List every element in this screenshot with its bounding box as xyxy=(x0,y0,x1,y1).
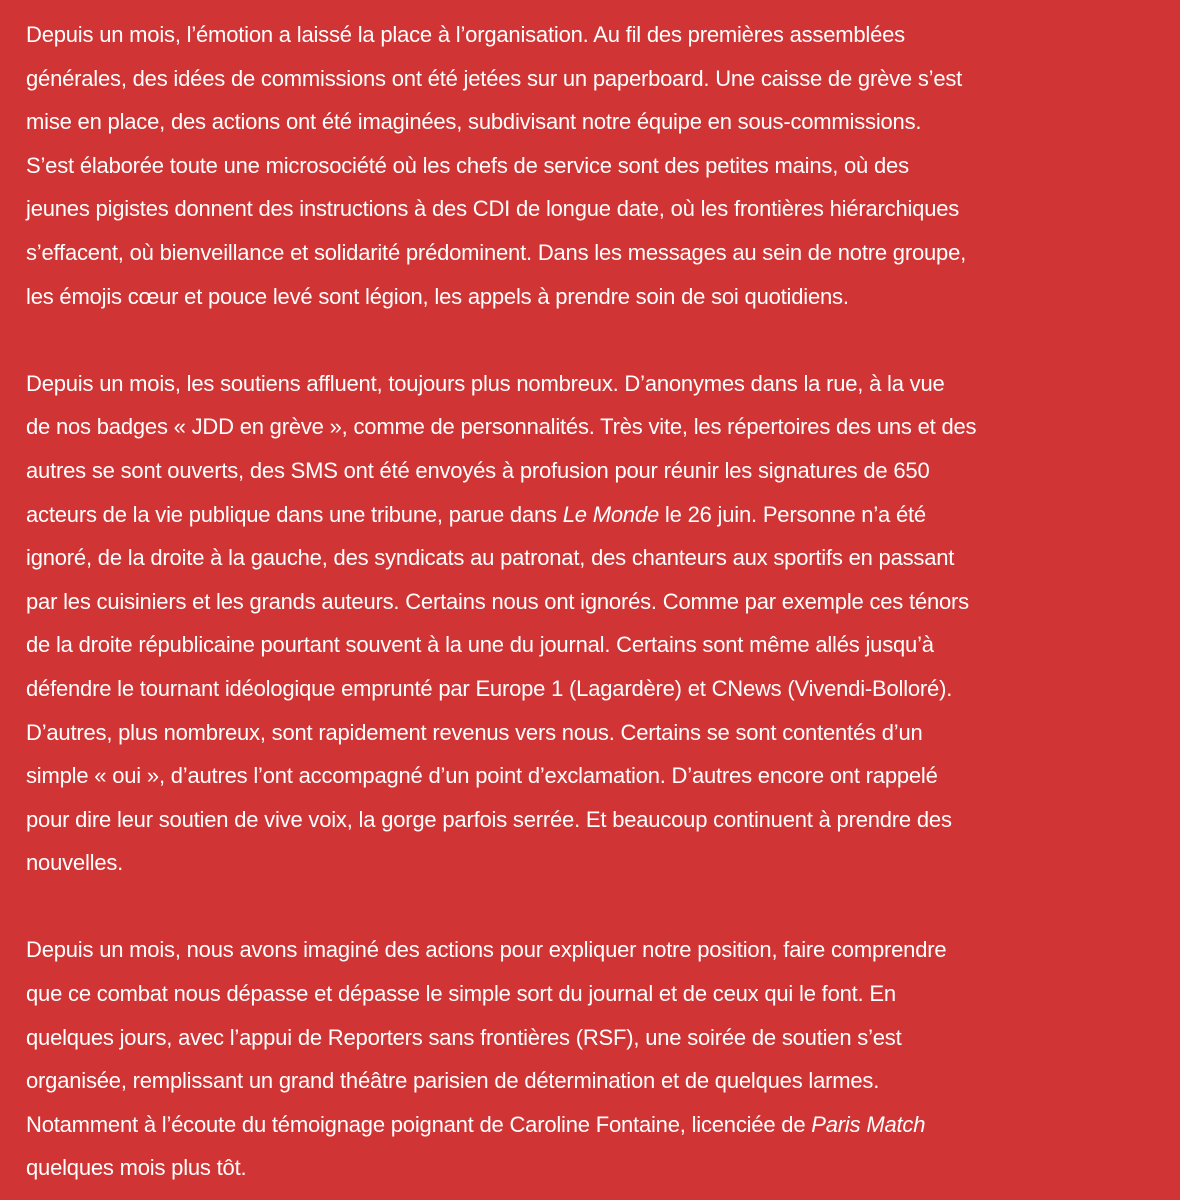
publication-name-paris-match: Paris Match xyxy=(811,1111,926,1137)
text-line: S’est élaborée toute une microsociété où les chefs de service sont des petites mains, où des xyxy=(26,152,909,178)
text-line: générales, des idées de commissions ont été jetées sur un paperboard. Une caisse de grève s’est xyxy=(26,65,963,91)
publication-name-le-monde: Le Monde xyxy=(562,501,660,527)
text-line: que ce combat nous dépasse et dépasse le simple sort du journal et de ceux qui le font. En xyxy=(26,981,896,1007)
text-line: par les cuisiniers et les grands auteurs. Certains nous ont ignorés. Comme par exemple ces ténors xyxy=(26,588,969,614)
text-line: Depuis un mois, l’émotion a laissé la place à l’organisation. Au fil des premières assemblées xyxy=(26,22,905,47)
text-line: Depuis un mois, les soutiens affluent, toujours plus nombreux. D’anonymes dans la rue, à la vue xyxy=(26,370,945,396)
text-line xyxy=(26,493,1160,537)
paragraph-organisation xyxy=(26,13,1160,318)
text-line: simple « oui », d’autres l’ont accompagné d’un point d’exclamation. D’autres encore ont rappelé xyxy=(26,763,938,789)
text-line: ignoré, de la droite à la gauche, des syndicats au patronat, des chanteurs aux sportifs en passant xyxy=(26,545,955,571)
text-line: Depuis un mois, nous avons imaginé des actions pour expliquer notre position, faire comprendre xyxy=(26,937,947,963)
text-segment: acteurs de la vie publique dans une tribune, parue dans xyxy=(26,501,563,527)
text-line: quelques mois plus tôt. xyxy=(26,1155,247,1181)
paragraph-actions xyxy=(26,928,1160,1190)
text-line: défendre le tournant idéologique emprunté par Europe 1 (Lagardère) et CNews (Vivendi-Bolloré). xyxy=(26,675,953,701)
text-line: nouvelles. xyxy=(26,850,124,876)
text-line: organisée, remplissant un grand théâtre parisien de détermination et de quelques larmes. xyxy=(26,1068,880,1094)
text-segment: le 26 juin. Personne n’a été xyxy=(659,501,926,527)
paragraph-soutiens xyxy=(26,362,1160,885)
text-line: quelques jours, avec l’appui de Reporters sans frontières (RSF), une soirée de soutien s’est xyxy=(26,1024,902,1050)
text-line xyxy=(26,1103,1160,1147)
text-line: D’autres, plus nombreux, sont rapidement revenus vers nous. Certains se sont contentés d’un xyxy=(26,719,923,745)
text-line: mise en place, des actions ont été imaginées, subdivisant notre équipe en sous-commissions. xyxy=(26,109,922,135)
text-line: jeunes pigistes donnent des instructions à des CDI de longue date, où les frontières hiérarchiques xyxy=(26,196,960,222)
text-line: pour dire leur soutien de vive voix, la gorge parfois serrée. Et beaucoup continuent à prendre des xyxy=(26,806,952,832)
text-line: de nos badges « JDD en grève », comme de personnalités. Très vite, les répertoires des uns et des xyxy=(26,414,977,440)
text-line: les émojis cœur et pouce levé sont légion, les appels à prendre soin de soi quotidiens. xyxy=(26,283,849,309)
text-line: s’effacent, où bienveillance et solidarité prédominent. Dans les messages au sein de notre groupe, xyxy=(26,239,967,265)
text-line: autres se sont ouverts, des SMS ont été envoyés à profusion pour réunir les signatures de 650 xyxy=(26,457,930,483)
text-segment: Notamment à l’écoute du témoignage poignant de Caroline Fontaine, licenciée de xyxy=(26,1111,812,1137)
text-line: de la droite républicaine pourtant souvent à la une du journal. Certains sont même allés jusqu’à xyxy=(26,632,934,658)
